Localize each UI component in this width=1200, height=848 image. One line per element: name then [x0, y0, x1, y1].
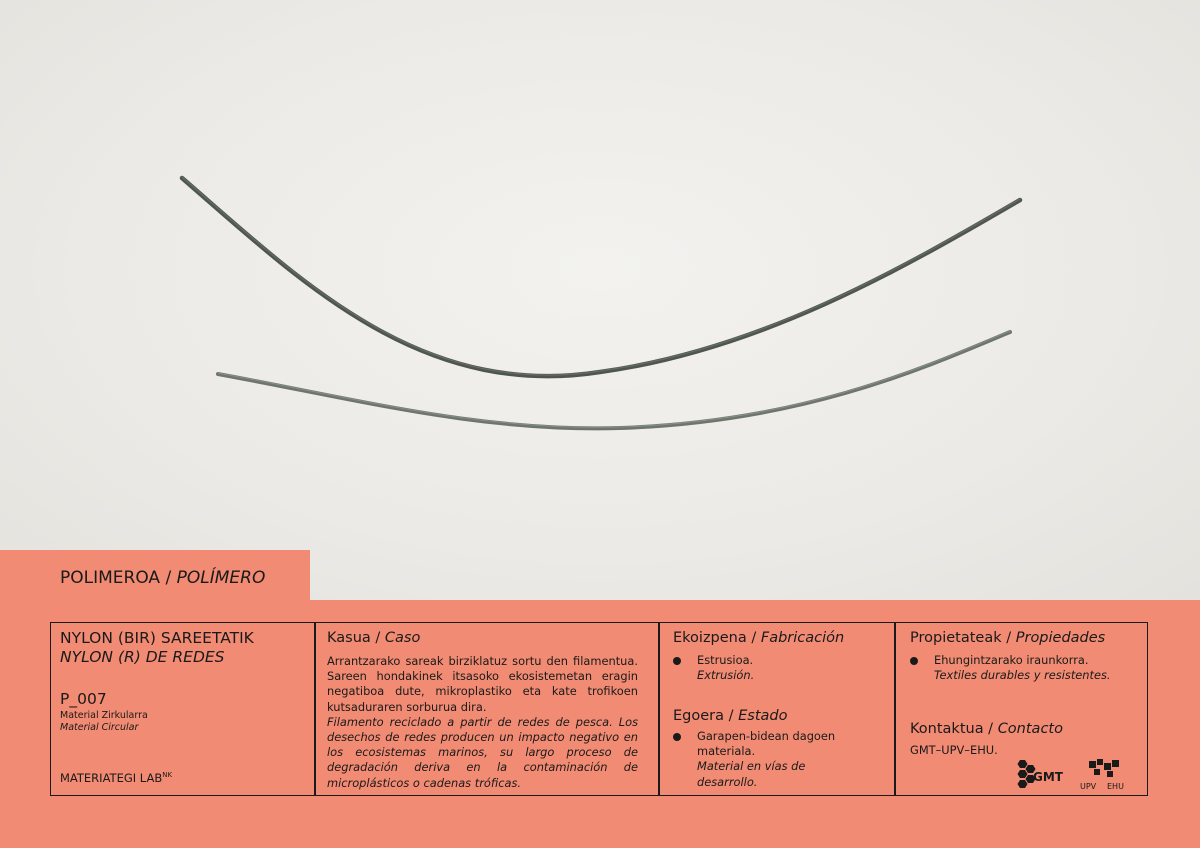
caso-text [327, 654, 638, 791]
lab-name [60, 771, 172, 785]
ehu-logo-text: EHU [1107, 782, 1124, 791]
material-type-eu: Material Zirkularra [60, 710, 148, 721]
propiedades-heading-eu: Propietateak / [910, 630, 1016, 646]
fabricacion-item-eu: Estrusioa. [697, 653, 754, 667]
gmt-logo-text: GMT [1033, 770, 1063, 784]
fabricacion-heading [673, 629, 844, 647]
lab-name-text: MATERIATEGI LAB [60, 771, 163, 785]
estado-heading-eu: Egoera / [673, 708, 739, 724]
material-code: P_007 [60, 690, 107, 708]
material-title-eu: NYLON (BIR) SAREETATIK [60, 629, 254, 647]
propiedades-item-eu: Ehungintzarako iraunkorra. [934, 653, 1089, 667]
caso-heading [327, 629, 420, 647]
bullet-icon [673, 657, 681, 665]
material-title-es: NYLON (R) DE REDES [60, 648, 225, 666]
filament-lower [218, 332, 1010, 428]
caso-heading-es: Caso [384, 630, 421, 646]
bullet-icon [910, 657, 918, 665]
bullet-icon [673, 733, 681, 741]
category-es: POLÍMERO [176, 568, 266, 588]
propiedades-item-es: Textiles durables y resistentes. [934, 668, 1111, 683]
gmt-logo [1015, 759, 1067, 789]
category-separator: / [160, 568, 177, 588]
propiedades-item [910, 653, 1140, 683]
material-title [60, 629, 310, 667]
fabricacion-item [673, 653, 873, 683]
fabricacion-heading-es: Fabricación [760, 630, 845, 646]
material-type-es: Material Circular [60, 722, 139, 733]
university-emblem-icon [1089, 759, 1119, 777]
upv-ehu-logo [1080, 759, 1130, 791]
caso-heading-eu: Kasua / [327, 630, 385, 646]
estado-heading [673, 707, 787, 725]
contacto-heading-eu: Kontaktua / [910, 721, 998, 737]
fabricacion-item-es: Extrusión. [697, 668, 755, 683]
filament-upper [182, 178, 1020, 376]
estado-heading-es: Estado [738, 708, 788, 724]
divider-2 [658, 622, 660, 796]
divider-3 [894, 622, 896, 796]
lab-name-sup: NK [162, 771, 173, 780]
propiedades-heading-es: Propiedades [1015, 630, 1106, 646]
propiedades-heading [910, 629, 1105, 647]
fabricacion-heading-eu: Ekoizpena / [673, 630, 761, 646]
category-label [60, 568, 265, 588]
contacto-value: GMT–UPV–EHU. [910, 743, 998, 757]
estado-item-es: Material en vías de desarrollo. [697, 759, 806, 789]
estado-item-eu: Garapen-bidean dagoen materiala. [697, 729, 836, 759]
category-eu: POLIMEROA [60, 568, 161, 588]
caso-text-eu: Arrantzarako sareak birziklatuz sortu den filamentua. Sareen hondakinek itsasoko ekosistemetan eragin negatiboa dute, mikroplastiko eta kate trofikoen kutsaduraren sorburua dira. [327, 654, 638, 714]
divider-1 [314, 622, 316, 796]
contacto-heading [910, 720, 1063, 738]
upv-logo-text: UPV [1080, 782, 1097, 791]
contacto-heading-es: Contacto [997, 721, 1063, 737]
caso-text-es: Filamento reciclado a partir de redes de pesca. Los desechos de redes producen un impacto negativo en los ecosistemas marinos, su largo proceso de degradación deriva en la contaminación de microplásticos o cadenas tróficas. [327, 714, 638, 790]
estado-item [673, 729, 843, 790]
material-type [60, 710, 148, 734]
